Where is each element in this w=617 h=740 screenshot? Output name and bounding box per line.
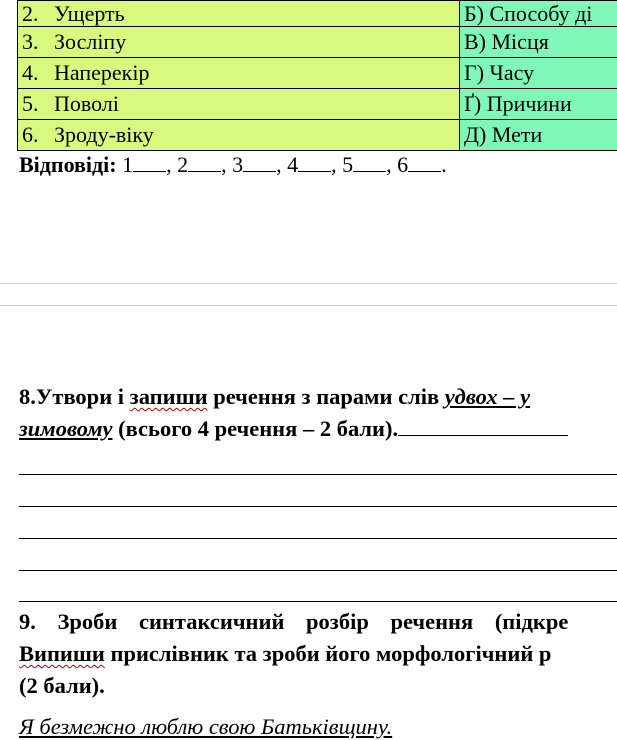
answer-blank[interactable]: [298, 153, 331, 172]
answer-line[interactable]: [398, 421, 568, 436]
answer-blank[interactable]: [188, 153, 221, 172]
answers-line: Відповіді: 1 , 2 , 3 , 4 , 5 , 6 .: [19, 152, 447, 178]
table-row: [18, 1, 617, 27]
word-pair: зимовому: [19, 416, 113, 441]
answer-blank[interactable]: [353, 153, 386, 172]
table-cell-right: Д) Мети: [460, 120, 617, 151]
answer-blank[interactable]: [408, 153, 441, 172]
table-cell-right: Б) Способу ді: [460, 1, 617, 27]
answer-line[interactable]: [19, 601, 617, 602]
word-pair: удвох – у: [445, 384, 530, 409]
table-cell-right: Ґ) Причини: [460, 89, 617, 120]
spellcheck-word: запиши: [130, 384, 208, 409]
spellcheck-word: Випиши: [19, 641, 105, 666]
table-cell-left: 5. Поволі: [18, 89, 460, 120]
table-cell-left: 2. Ущерть: [18, 1, 460, 27]
table-cell-right: В) Місця: [460, 27, 617, 58]
answer-line[interactable]: [19, 474, 617, 475]
question-8: 8.Утвори і запиши речення з парами слів удвох – у зимовому (всього 4 речення – 2 бали).: [19, 384, 617, 410]
table-cell-right: Г) Часу: [460, 58, 617, 89]
table-row: [18, 89, 617, 120]
page-break: [0, 283, 617, 306]
table-row: [18, 58, 617, 89]
analysis-sentence: Я безмежно люблю свою Батьківщину.: [19, 714, 392, 740]
answer-line[interactable]: [19, 570, 617, 571]
question-9-line3: (2 бали).: [19, 670, 617, 702]
answer-line[interactable]: [19, 538, 617, 539]
table-row: [18, 120, 617, 151]
answer-blank[interactable]: [133, 153, 166, 172]
answer-line[interactable]: [19, 506, 617, 507]
question-9-line2: Випиши прислівник та зроби його морфологічний р: [19, 638, 617, 670]
answer-blank[interactable]: [243, 153, 276, 172]
question-8-line2: зимовому (всього 4 речення – 2 бали).: [19, 416, 568, 442]
question-9-line1: 9. Зроби синтаксичний розбір речення (підкре: [19, 606, 617, 638]
answers-label: Відповіді:: [19, 152, 117, 177]
table-row: [18, 27, 617, 58]
matching-table: [17, 0, 617, 151]
table-cell-left: 6. Зроду-віку: [18, 120, 460, 151]
question-9: [19, 606, 617, 702]
table-cell-left: 4. Наперекір: [18, 58, 460, 89]
table-cell-left: 3. Зосліпу: [18, 27, 460, 58]
